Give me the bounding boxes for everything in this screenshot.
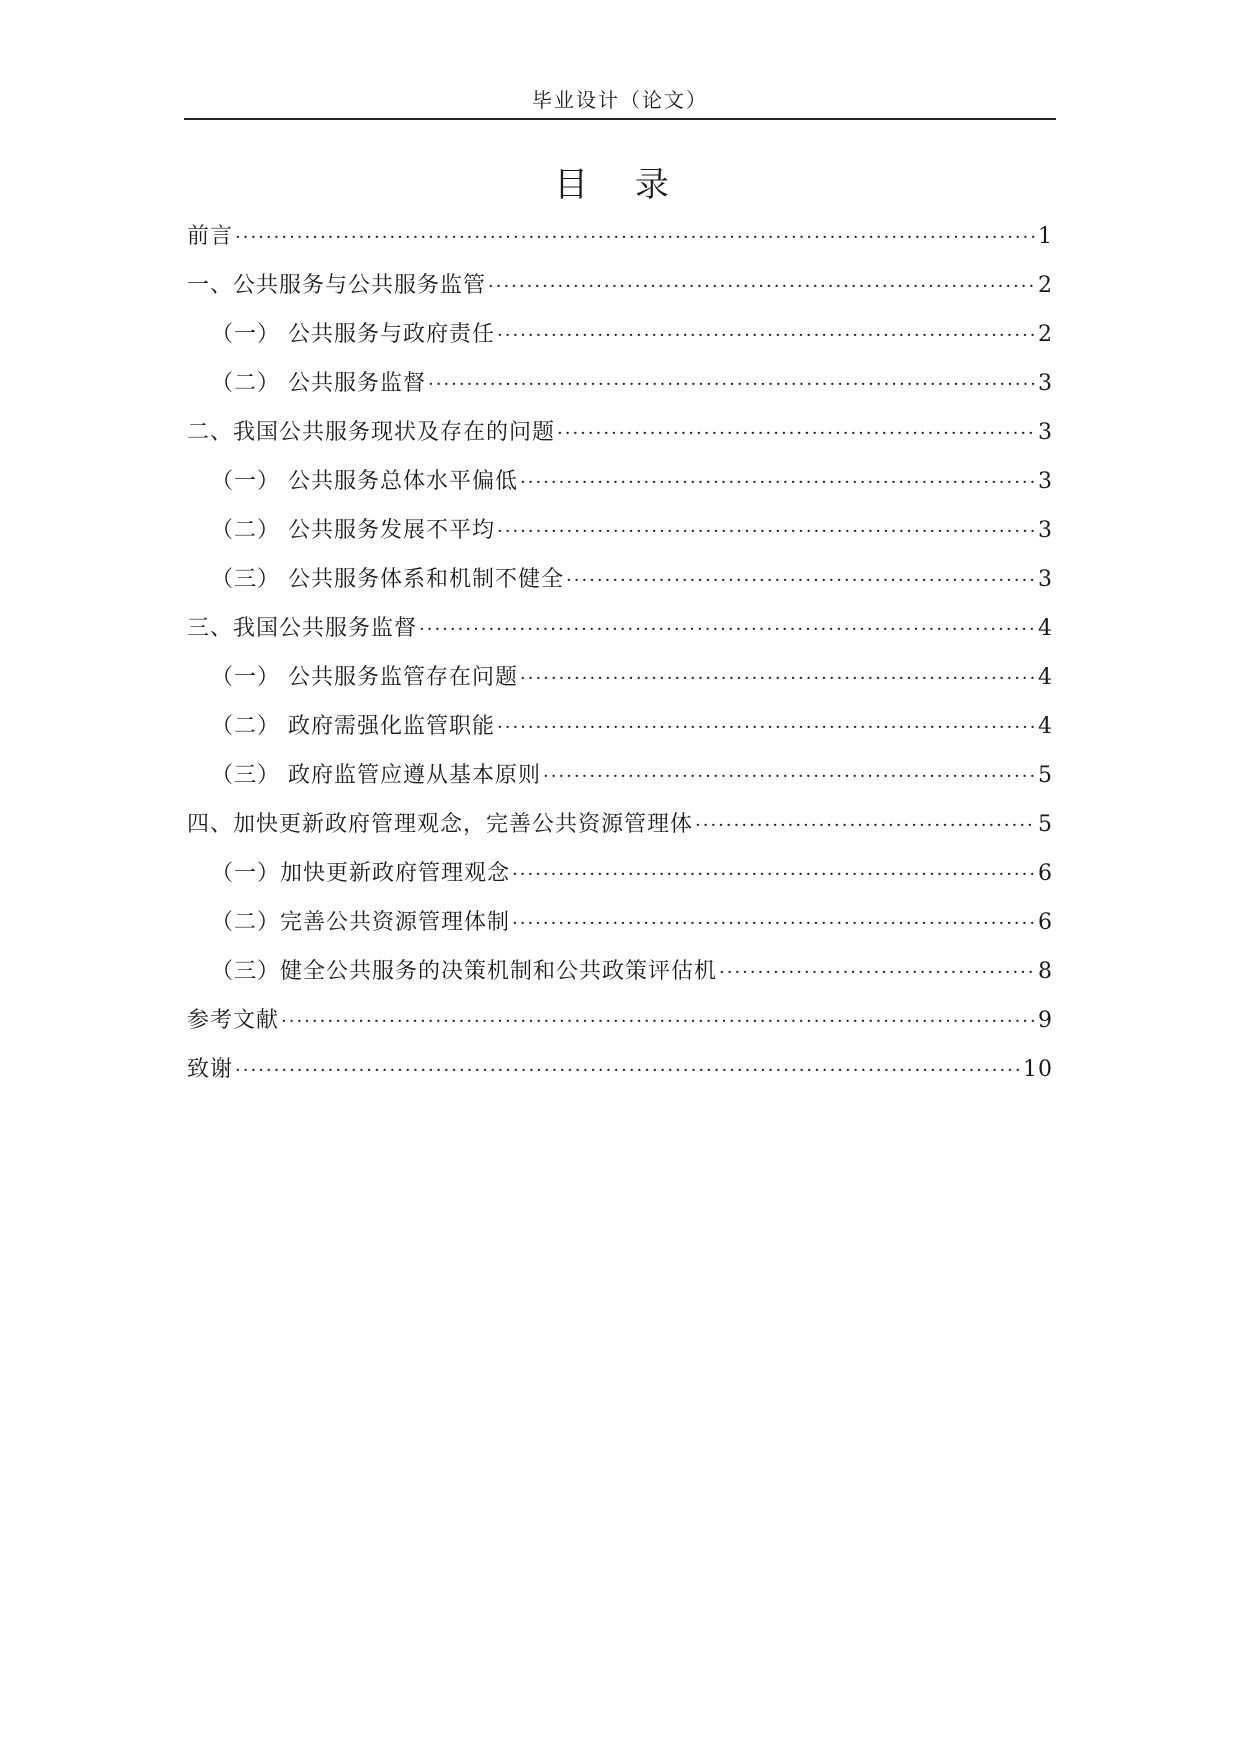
toc-page-number: 1 [1038, 224, 1053, 249]
toc-dot-leader [497, 517, 1036, 547]
toc-dot-leader [520, 664, 1036, 694]
toc-entry-4-1[interactable] [187, 859, 1053, 908]
toc-entry-label: （二） 公共服务发展不平均 [211, 518, 495, 543]
toc-page-number: 4 [1038, 665, 1053, 690]
toc-dot-leader [488, 272, 1036, 302]
toc-dot-leader [520, 468, 1036, 498]
toc-entry-label: 参考文献 [187, 1008, 280, 1033]
toc-dot-leader [235, 1056, 1021, 1086]
toc-entry-label: （二）完善公共资源管理体制 [211, 910, 511, 935]
toc-page-number: 2 [1038, 322, 1053, 347]
toc-entry-label: （二） 公共服务监督 [211, 371, 426, 396]
toc-page-number: 3 [1038, 371, 1053, 396]
toc-dot-leader [719, 958, 1036, 988]
toc-page-number: 3 [1038, 420, 1053, 445]
toc-page-number: 6 [1038, 910, 1053, 935]
toc-dot-leader [497, 321, 1036, 351]
toc-dot-leader [497, 713, 1036, 743]
toc-entry-chapter-3[interactable] [187, 614, 1053, 663]
toc-entry-label: （三） 公共服务体系和机制不健全 [211, 567, 564, 592]
toc-entry-label: （一）加快更新政府管理观念 [211, 861, 511, 886]
toc-entry-2-2[interactable] [187, 516, 1053, 565]
toc-page-number: 3 [1038, 469, 1053, 494]
toc-entry-1-2[interactable] [187, 369, 1053, 418]
toc-entry-label: 致谢 [187, 1057, 234, 1082]
toc-dot-leader [419, 615, 1036, 645]
toc-entry-4-2[interactable] [187, 908, 1053, 957]
toc-entry-label: （三） 政府监管应遵从基本原则 [211, 763, 541, 788]
page-title: 目 录 [554, 165, 687, 205]
toc-dot-leader [281, 1007, 1036, 1037]
toc-page-number: 10 [1023, 1057, 1053, 1082]
toc-dot-leader [543, 762, 1036, 792]
toc-entry-label: 前言 [187, 224, 234, 249]
toc-entry-acknowledgements[interactable] [187, 1055, 1053, 1104]
toc-dot-leader [235, 223, 1036, 253]
toc-entry-2-3[interactable] [187, 565, 1053, 614]
toc-entry-label: （三）健全公共服务的决策机制和公共政策评估机 [211, 959, 718, 984]
toc-entry-3-3[interactable] [187, 761, 1053, 810]
toc-entry-3-2[interactable] [187, 712, 1053, 761]
toc-entry-label: （一） 公共服务监管存在问题 [211, 665, 518, 690]
toc-dot-leader [512, 909, 1036, 939]
toc-entry-chapter-4[interactable] [187, 810, 1053, 859]
toc-entry-label: 三、我国公共服务监督 [187, 616, 418, 641]
table-of-contents [187, 222, 1053, 1104]
toc-entry-label: 二、我国公共服务现状及存在的问题 [187, 420, 556, 445]
toc-entry-label: （二） 政府需强化监管职能 [211, 714, 495, 739]
toc-page-number: 5 [1038, 812, 1053, 837]
toc-page-number: 5 [1038, 763, 1053, 788]
header-text: 毕业设计（论文） [532, 88, 708, 112]
toc-entry-4-3[interactable] [187, 957, 1053, 1006]
toc-dot-leader [428, 370, 1036, 400]
toc-dot-leader [566, 566, 1036, 596]
toc-page-number: 3 [1038, 518, 1053, 543]
toc-dot-leader [512, 860, 1036, 890]
toc-dot-leader [557, 419, 1036, 449]
toc-entry-1-1[interactable] [187, 320, 1053, 369]
toc-page-number: 4 [1038, 616, 1053, 641]
toc-dot-leader [695, 811, 1036, 841]
toc-entry-label: （一） 公共服务总体水平偏低 [211, 469, 518, 494]
toc-entry-chapter-1[interactable] [187, 271, 1053, 320]
toc-page-number: 6 [1038, 861, 1053, 886]
toc-page-number: 9 [1038, 1008, 1053, 1033]
toc-entry-2-1[interactable] [187, 467, 1053, 516]
toc-entry-label: （一） 公共服务与政府责任 [211, 322, 495, 347]
toc-page-number: 4 [1038, 714, 1053, 739]
toc-entry-3-1[interactable] [187, 663, 1053, 712]
toc-entry-label: 一、公共服务与公共服务监管 [187, 273, 487, 298]
toc-entry-preface[interactable] [187, 222, 1053, 271]
toc-page-number: 2 [1038, 273, 1053, 298]
toc-entry-label: 四、加快更新政府管理观念，完善公共资源管理体 [187, 812, 694, 837]
page-header [184, 86, 1056, 120]
toc-page-number: 3 [1038, 567, 1053, 592]
toc-entry-references[interactable] [187, 1006, 1053, 1055]
toc-entry-chapter-2[interactable] [187, 418, 1053, 467]
toc-page-number: 8 [1038, 959, 1053, 984]
